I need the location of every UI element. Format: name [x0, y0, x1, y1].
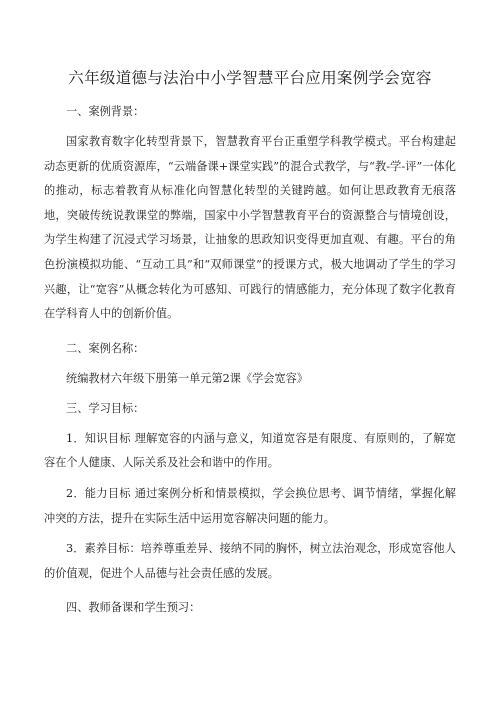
goal-ability: 2．能力目标 通过案例分析和情景模拟，学会换位思考、调节情绪，掌握化解冲突的方法，提升在实际生活中运用宽容解决问题的能力。: [44, 486, 456, 525]
goal-literacy: 3．素养目标：培养尊重差异、接纳不同的胸怀，树立法治观念，形成宽容他人的价值观，促进个人品德与社会责任感的发展。: [44, 542, 456, 580]
section-heading-background: 一、案例背景：: [66, 105, 145, 118]
document-title: 六年级道德与法治中小学智慧平台应用案例学会宽容: [68, 69, 432, 87]
section-heading-case-name: 二、案例名称：: [66, 341, 145, 355]
case-name-text: 统编教材六年级下册第一单元第2课《学会宽容》: [66, 371, 309, 385]
goal-knowledge: 1．知识目标 理解宽容的内涵与意义，知道宽容是有限度、有原则的，了解宽容在个人健康、人际关系及社会和谐中的作用。: [44, 431, 456, 470]
document-body: [44, 100, 456, 620]
section-heading-goals: 三、学习目标：: [66, 401, 145, 415]
background-paragraph: 国家教育数字化转型背景下，智慧教育平台正重塑学科教学模式。平台构建起动态更新的优质资源库，“云端备课+课堂实践”的混合式教学，与“教-学-评”一体化的推动，标志着教育从标准化向智慧化转型的关键跨越。如何让思政教育无痕落地，突破传统说教课堂的弊端，国家中小学智慧教育平台的资源整合与情境创设，为学生构建了沉浸式学习场景，让抽象的思政知识变得更加直观、有趣。平台的角色扮演模拟功能、“互动工具”和“双师课堂”的授课方式，极大地调动了学生的学习兴趣，让“宽容”从概念转化为可感知、可践行的情感能力，充分体现了数字化教育在学科育人中的创新价值。: [44, 135, 456, 321]
section-heading-preparation: 四、教师备课和学生预习：: [66, 601, 201, 615]
